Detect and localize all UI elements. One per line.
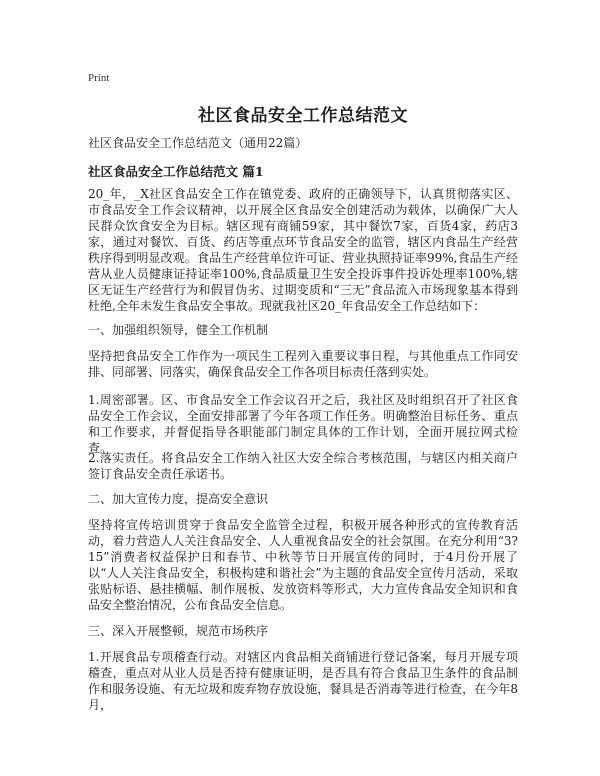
heading-1: 一、加强组织领导，健全工作机制 [88,323,269,337]
paragraph-5: 1.开展食品专项稽查行动。对辖区内食品相关商铺进行登记备案，每月开展专项稽查，重点对从业人员是否持有健康证明，是否具有符合食品卫生条件的食品制作和服务设施、有无垃圾和废弃物存放设施，餐具是否消毒等进行检查，在今年8月， [88,650,518,712]
paragraph-4: 坚持将宣传培训贯穿于食品安全监管全过程，积极开展各种形式的宣传教育活动，着力营造人人关注食品安全、人人重视食品安全的社会氛围。在充分利用“3?15”消费者权益保护日和春节、中秋等节日开展宣传的同时，于4月份开展了以“人人关注食品安全，积极构建和谐社会”为主题的食品安全宣传月活动，采取张贴标语、悬挂横幅、制作展板、发放资料等形式，大力宣传食品安全知识和食品安全整治情况，公布食品安全信息。 [88,518,518,612]
heading-2: 二、加大宣传力度，提高安全意识 [88,492,269,506]
page-title: 社区食品安全工作总结范文 [198,106,408,126]
heading-3: 三、深入开展整顿，规范市场秩序 [88,624,269,638]
section-title: 社区食品安全工作总结范文 篇1 [88,164,264,179]
paragraph-3: 2.落实责任。将食品安全工作纳入社区大安全综合考核范围，与辖区内相关商户签订食品安全责任承诺书。 [88,451,518,481]
paragraph-2: 1.周密部署。区、市食品安全工作会议召开之后，我社区及时组织召开了社区食品安全工作会议，全面安排部署了今年各项工作任务。明确整治目标任务、重点和工作要求，并督促指导各职能部门制定具体的工作计划，全面开展拉网式检查。 [88,393,518,455]
paragraph-intro: 20_年，_X社区食品安全工作在镇党委、政府的正确领导下，认真贯彻落实区、市食品安全工作会议精神，以开展全区食品安全创建活动为载体，以确保广大人民群众饮食安全为目标。辖区现有商铺59家，其中餐饮7家，百货4家，药店3家，通过对餐饮、百货、药店等重点环节食品安全的监管，辖区内食品生产经营秩序得到明显改观。食品生产经营单位许可证、营业执照持证率99%,食品生产经营从业人员健康证持证率100%,食品质量卫生安全投诉事件投诉处理率100%,辖区无证生产经营行为和假冒伪劣、过期变质和“三无”食品流入市场现象基本得到杜绝,全年未发生食品安全事故。现就我社区20_年食品安全工作总结如下： [88,187,518,313]
document-subtitle: 社区食品安全工作总结范文（通用22篇） [88,136,308,150]
print-link[interactable]: Print [88,72,110,84]
paragraph-1: 坚持把食品安全工作作为一项民生工程列入重要议事日程，与其他重点工作同安排、同部署、同落实，确保食品安全工作各项目标责任落到实处。 [88,349,518,379]
